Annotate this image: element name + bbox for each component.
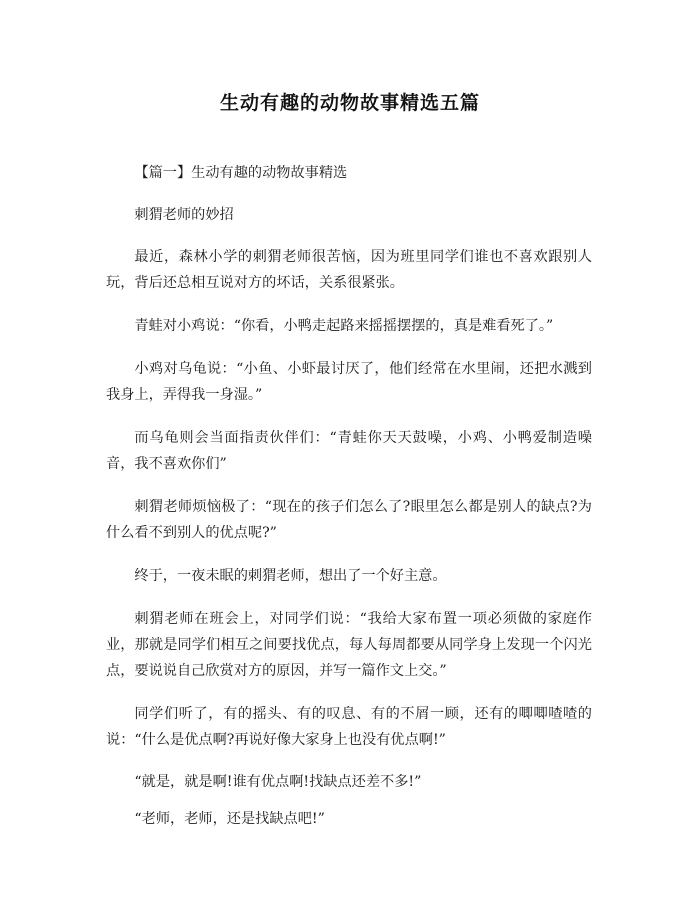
- document-title: 生动有趣的动物故事精选五篇: [219, 92, 480, 114]
- paragraph: 终于，一夜未眠的刺猬老师，想出了一个好主意。: [134, 568, 447, 584]
- paragraph: “老师，老师，还是找缺点吧!”: [134, 811, 325, 827]
- paragraph: 刺猬老师烦恼极了：“现在的孩子们怎么了?眼里怎么都是别人的缺点?为什么看不到别人的优点呢?”: [106, 499, 592, 541]
- paragraph: 而乌龟则会当面指责伙伴们：“青蛙你天天鼓噪，小鸡、小鸭爱制造噪音，我不喜欢你们”: [106, 430, 592, 472]
- section-heading: 【篇一】生动有趣的动物故事精选: [134, 165, 348, 181]
- document-body: [106, 160, 592, 832]
- paragraph: 青蛙对小鸡说：“你看，小鸭走起路来摇摇摆摆的，真是难看死了。”: [134, 318, 554, 334]
- paragraph: 刺猬老师在班会上，对同学们说：“我给大家布置一项必须做的家庭作业，那就是同学们相互之间要找优点，每人每周都要从同学身上发现一个闪光点，要说说自己欣赏对方的原因，并写一篇作文上交。”: [106, 611, 592, 679]
- story-title: 刺猬老师的妙招: [134, 207, 234, 223]
- paragraph: 同学们听了，有的摇头、有的叹息、有的不屑一顾，还有的唧唧喳喳的说：“什么是优点啊?再说好像大家身上也没有优点啊!”: [106, 706, 592, 748]
- paragraph: 最近，森林小学的刺猬老师很苦恼，因为班里同学们谁也不喜欢跟别人玩，背后还总相互说对方的坏话，关系很紧张。: [106, 249, 592, 291]
- paragraph: “就是，就是啊!谁有优点啊!找缺点还差不多!”: [134, 774, 422, 790]
- paragraph: 小鸡对乌龟说：“小鱼、小虾最讨厌了，他们经常在水里闹，还把水溅到我身上，弄得我一身湿。”: [106, 361, 592, 403]
